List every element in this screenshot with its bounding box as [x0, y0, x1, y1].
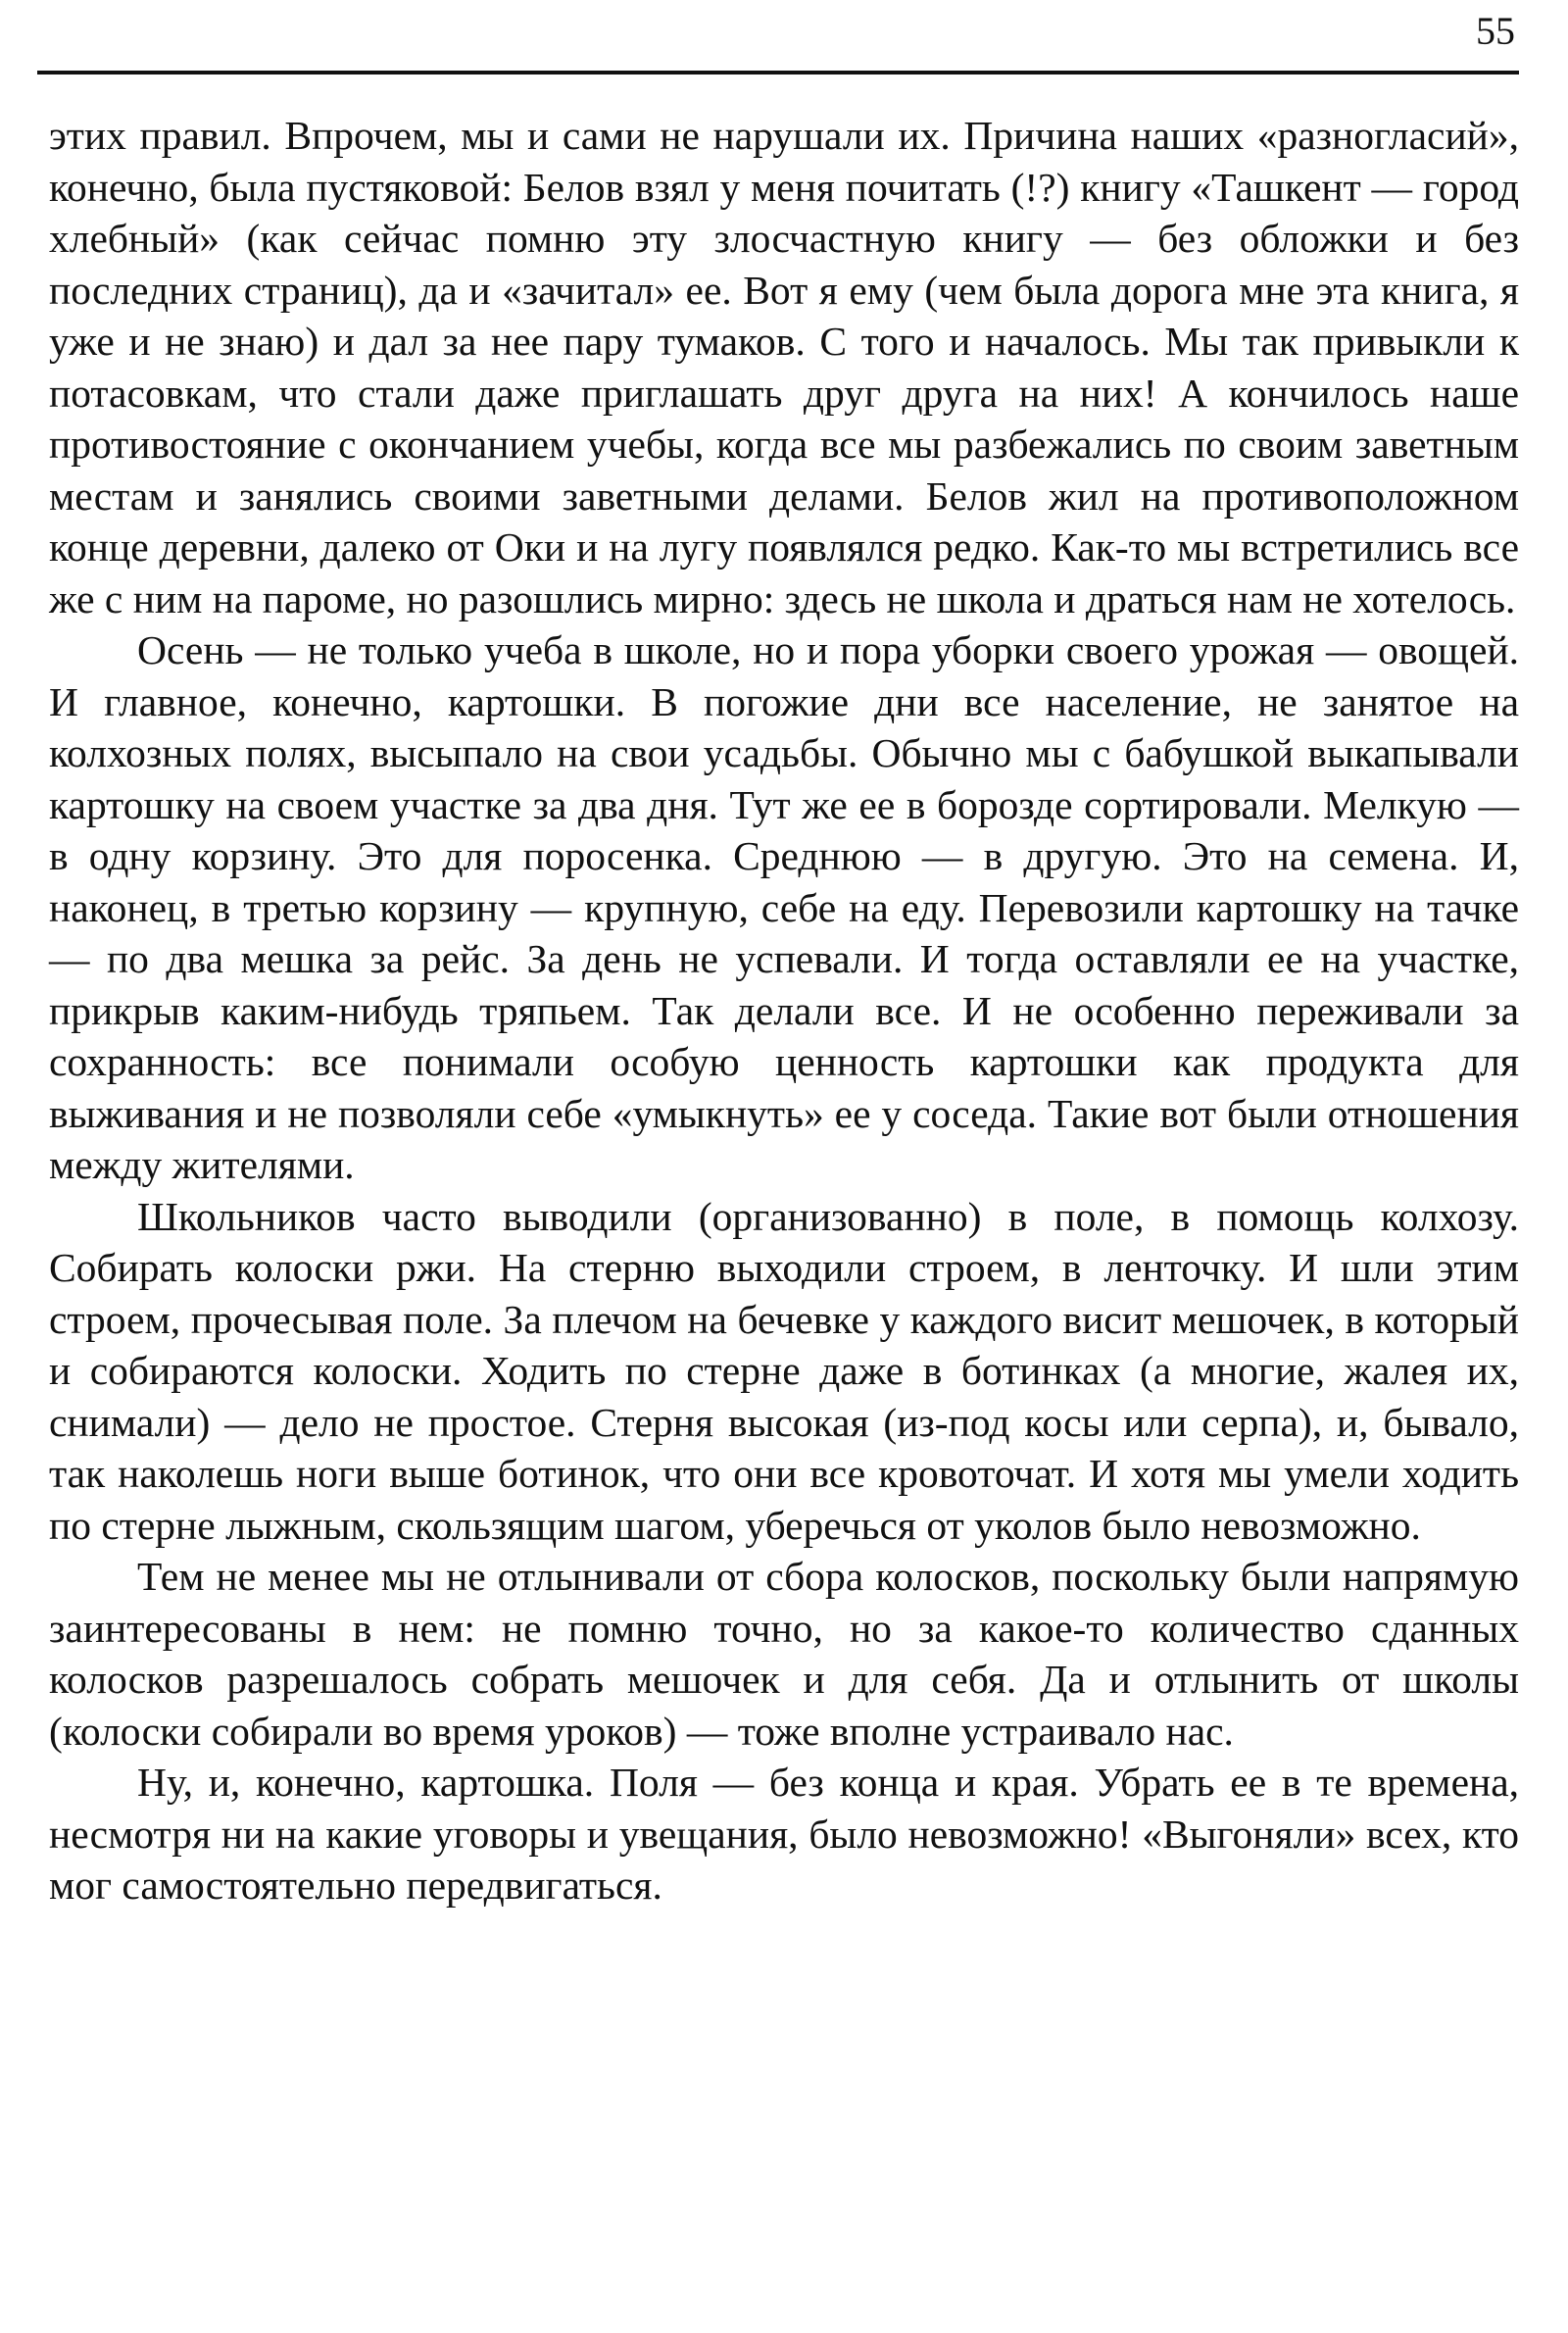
header-rule: [37, 71, 1519, 74]
paragraph-2: Осень — не только учеба в школе, но и пора уборки своего урожая — овощей. И главное, конечно, картошки. В погожие дни все население, не занятое на колхозных полях, высыпало на свои усадьбы. Обычно мы с бабушкой выкапывали картошку на своем участке за два дня. Тут же ее в борозде сортировали. Мелкую — в одну корзину. Это для поросенка. Среднюю — в другую. Это на семена. И, наконец, в третью корзину — крупную, себе на еду. Перевозили картошку на тачке — по два мешка за рейс. За день не успевали. И тогда оставляли ее на участке, прикрыв каким-нибудь тряпьем. Так делали все. И не особенно переживали за сохранность: все понимали особую ценность картошки как продукта для выживания и не позволяли себе «умыкнуть» ее у соседа. Такие вот были отношения между жителями.: [49, 627, 1519, 1187]
page-number: 55: [1476, 9, 1515, 53]
paragraph-3: Школьников часто выводили (организованно) в поле, в помощь колхозу. Собирать колоски ржи. На стерню выходили строем, в ленточку. И шли этим строем, прочесывая поле. За плечом на бечевке у каждого висит мешочек, в который и собираются колоски. Ходить по стерне даже в ботинках (а многие, жалея их, снимали) — дело не простое. Стерня высокая (из-под косы или серпа), и, бывало, так наколешь ноги выше ботинок, что они все кровоточат. И хотя мы умели ходить по стерне лыжным, скользящим шагом, уберечься от уколов было невозможно.: [49, 1193, 1519, 1548]
paragraph-1: этих правил. Впрочем, мы и сами не нарушали их. Причина наших «разногласий», конечно, была пустяковой: Белов взял у меня почитать (!?) книгу «Ташкент — город хлебный» (как сейчас помню эту злосчастную книгу — без обложки и без последних страниц), да и «зачитал» ее. Вот я ему (чем была дорога мне эта книга, я уже и не знаю) и дал за нее пару тумаков. С того и началось. Мы так привыкли к потасовкам, что стали даже приглашать друг друга на них! А кончилось наше противостояние с окончанием учебы, когда все мы разбежались по своим заветным местам и занялись своими заветными делами. Белов жил на противоположном конце деревни, далеко от Оки и на лугу появлялся редко. Как-то мы встретились все же с ним на пароме, но разошлись мирно: здесь не школа и драться нам не хотелось.: [49, 113, 1519, 621]
paragraph-4: Тем не менее мы не отлынивали от сбора колосков, поскольку были напрямую заинтересованы в нем: не помню точно, но за какое-то количество сданных колосков разрешалось собрать мешочек и для себя. Да и отлынить от школы (колоски собирали во время уроков) — тоже вполне устраивало нас.: [49, 1554, 1519, 1754]
paragraph-5: Ну, и, конечно, картошка. Поля — без конца и края. Убрать ее в те времена, несмотря ни на какие уговоры и увещания, было невозможно! «Выгоняли» всех, кто мог самостоятельно передвигаться.: [49, 1760, 1519, 1908]
page-text: [49, 110, 1519, 1911]
